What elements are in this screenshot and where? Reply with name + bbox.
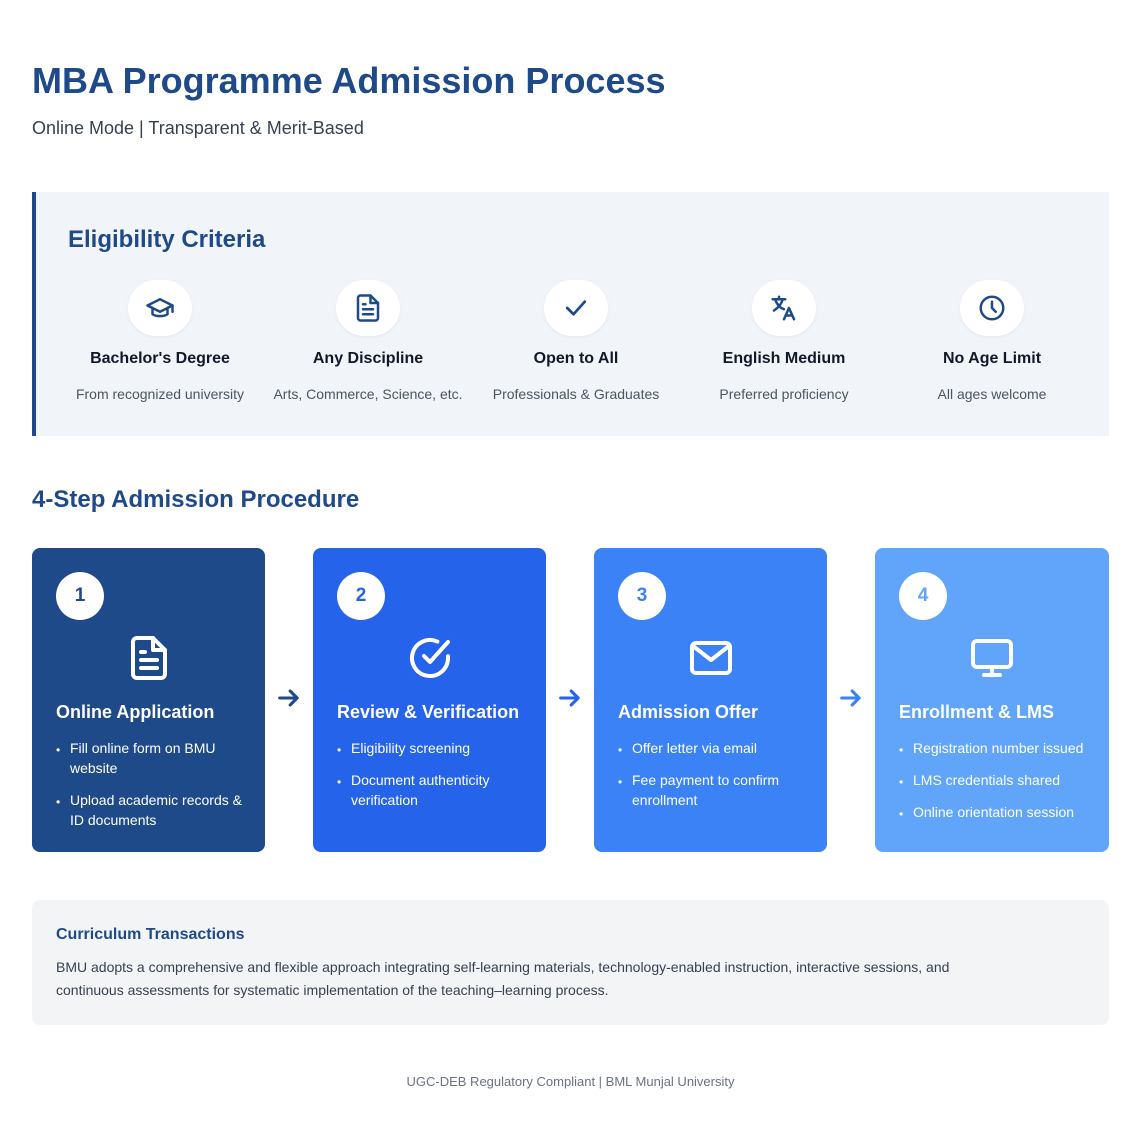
- eligibility-title: Eligibility Criteria: [68, 226, 266, 253]
- check-circle-icon: [313, 634, 546, 682]
- eligibility-list: [56, 280, 1096, 402]
- step-bullets: [618, 738, 809, 822]
- step-bullet: • Eligibility screening: [337, 738, 528, 758]
- page-subtitle: Online Mode | Transparent & Merit-Based: [32, 118, 364, 138]
- procedure-steps: [32, 548, 1109, 852]
- eligibility-label: Any Discipline: [312, 350, 424, 367]
- step-bullet: • Document authenticity verification: [337, 770, 528, 810]
- step-card-1: [32, 548, 265, 852]
- eligibility-item: [56, 280, 264, 402]
- step-number: 3: [618, 572, 666, 620]
- step-title: Admission Offer: [618, 702, 759, 722]
- arrow-right-icon: [827, 684, 875, 712]
- step-bullets: [56, 738, 247, 842]
- step-number: 4: [899, 572, 947, 620]
- eligibility-desc: All ages welcome: [937, 386, 1047, 402]
- eligibility-desc: Preferred proficiency: [719, 386, 849, 402]
- step-bullet: • Upload academic records & ID documents: [56, 790, 247, 830]
- document-icon: [336, 280, 400, 336]
- step-bullet: • LMS credentials shared: [899, 770, 1091, 790]
- step-bullets: [899, 738, 1091, 834]
- arrow-right-icon: [546, 684, 594, 712]
- graduation-cap-icon: [128, 280, 192, 336]
- file-text-icon: [32, 634, 265, 682]
- eligibility-panel: [32, 192, 1109, 436]
- step-bullet: • Offer letter via email: [618, 738, 809, 758]
- step-title: Review & Verification: [337, 702, 520, 722]
- step-bullet: • Fill online form on BMU website: [56, 738, 247, 778]
- clock-icon: [960, 280, 1024, 336]
- curriculum-panel: [32, 900, 1109, 1025]
- eligibility-item: [472, 280, 680, 402]
- page-title: MBA Programme Admission Process: [32, 60, 666, 101]
- eligibility-item: [888, 280, 1096, 402]
- step-card-4: [875, 548, 1109, 852]
- eligibility-desc: Arts, Commerce, Science, etc.: [273, 386, 463, 402]
- step-title: Enrollment & LMS: [899, 702, 1055, 722]
- eligibility-label: Open to All: [533, 350, 619, 367]
- eligibility-label: Bachelor's Degree: [90, 350, 230, 367]
- step-number: 1: [56, 572, 104, 620]
- arrow-right-icon: [265, 684, 313, 712]
- footer-text: UGC-DEB Regulatory Compliant | BML Munjal University: [406, 1074, 735, 1089]
- mail-icon: [594, 634, 827, 682]
- eligibility-item: [264, 280, 472, 402]
- curriculum-text: BMU adopts a comprehensive and flexible approach integrating self-learning materials, technology-enabled instruction, interactive sessions, and continuous assessments for systematic implementation of the teaching–learning process.: [56, 959, 950, 998]
- step-bullet: • Fee payment to confirm enrollment: [618, 770, 809, 810]
- step-bullets: [337, 738, 528, 822]
- eligibility-label: English Medium: [722, 350, 846, 367]
- step-number: 2: [337, 572, 385, 620]
- step-bullet: • Online orientation session: [899, 802, 1091, 822]
- translate-icon: [752, 280, 816, 336]
- monitor-icon: [875, 634, 1109, 682]
- eligibility-label: No Age Limit: [942, 350, 1042, 367]
- procedure-title: 4-Step Admission Procedure: [32, 486, 360, 513]
- eligibility-item: [680, 280, 888, 402]
- step-title: Online Application: [56, 702, 215, 722]
- check-icon: [544, 280, 608, 336]
- curriculum-title: Curriculum Transactions: [56, 926, 245, 943]
- step-card-2: [313, 548, 546, 852]
- eligibility-desc: From recognized university: [75, 386, 245, 402]
- eligibility-desc: Professionals & Graduates: [492, 386, 660, 402]
- step-card-3: [594, 548, 827, 852]
- step-bullet: • Registration number issued: [899, 738, 1091, 758]
